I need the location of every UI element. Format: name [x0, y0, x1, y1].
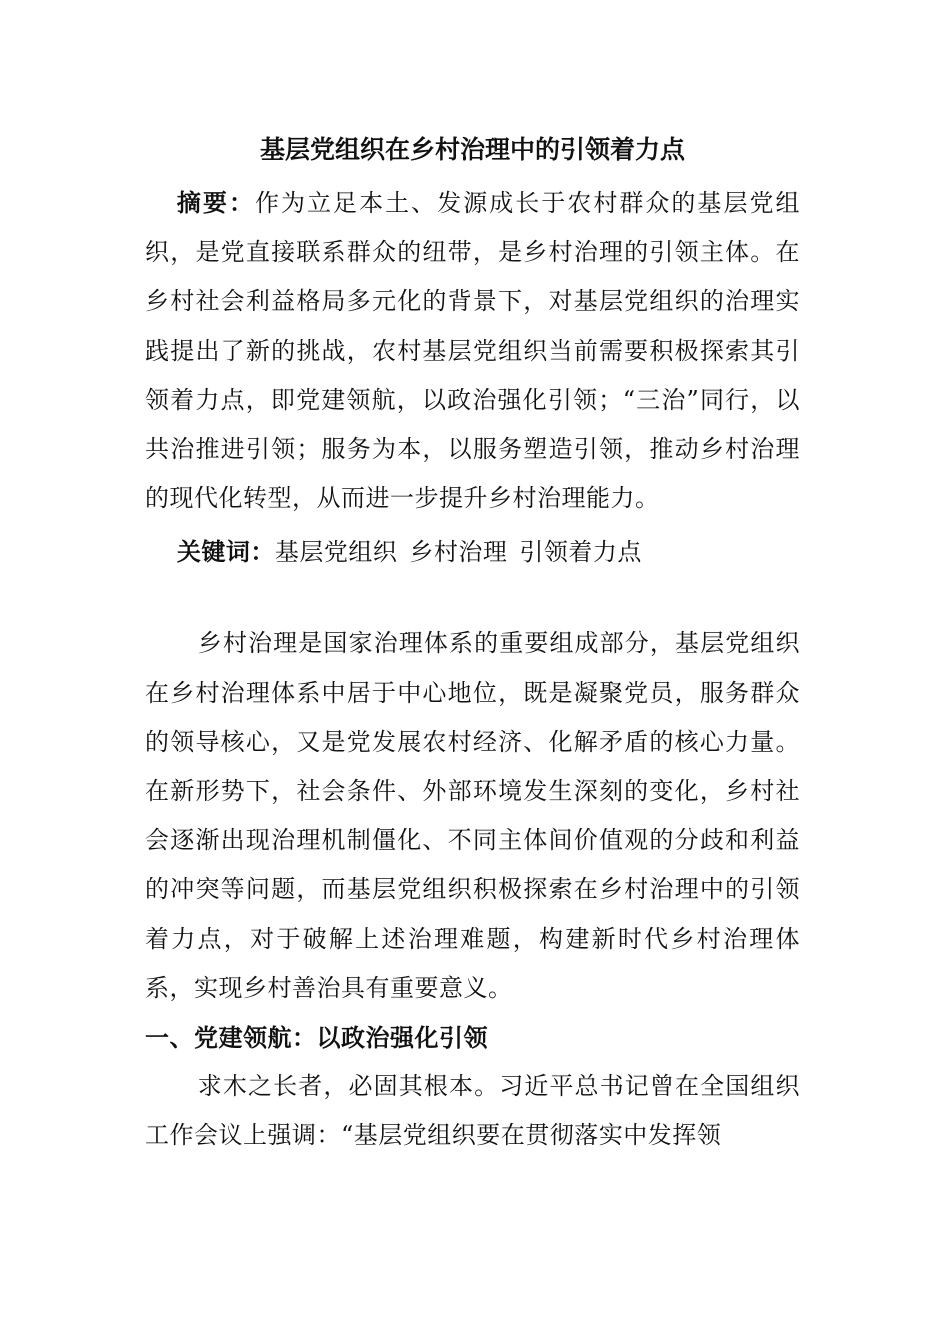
abstract-label: 摘要：: [176, 188, 255, 217]
keywords-label: 关键词：: [176, 537, 275, 567]
keyword-item: 基层党组织: [274, 538, 398, 567]
abstract-paragraph: [145, 178, 800, 523]
document-body: [145, 128, 800, 1160]
abstract-text: 作为立足本土、发源成长于农村群众的基层党组织，是党直接联系群众的纽带，是乡村治理的引领主体。在乡村社会利益格局多元化的背景下，对基层党组织的治理实践提出了新的挑战，农村基层党组织当前需要积极探索其引领着力点，即党建领航，以政治强化引领；“三治”同行，以共治推进引领；服务为本，以服务塑造引领，推动乡村治理的现代化转型，从而进一步提升乡村治理能力。: [145, 189, 800, 513]
keyword-item: 乡村治理: [409, 538, 508, 567]
section-paragraph: 求木之长者，必固其根本。习近平总书记曾在全国组织工作会议上强调：“基层党组织要在贯彻落实中发挥领: [145, 1072, 800, 1150]
section-heading: 一、党建领航：以政治强化引领: [145, 1023, 488, 1053]
blank-line: [145, 577, 800, 619]
intro-paragraph: 乡村治理是国家治理体系的重要组成部分，基层党组织在乡村治理体系中居于中心地位，既是凝聚党员，服务群众的领导核心，又是党发展农村经济、化解矛盾的核心力量。在新形势下，社会条件、外部环境发生深刻的变化，乡村社会逐渐出现治理机制僵化、不同主体间价值观的分歧和利益的冲突等问题，而基层党组织积极探索在乡村治理中的引领着力点，对于破解上述治理难题，构建新时代乡村治理体系，实现乡村善治具有重要意义。: [145, 629, 800, 1002]
document-title: 基层党组织在乡村治理中的引领着力点: [259, 135, 685, 164]
keyword-item: 引领着力点: [519, 538, 642, 567]
keywords-line: [145, 527, 800, 577]
